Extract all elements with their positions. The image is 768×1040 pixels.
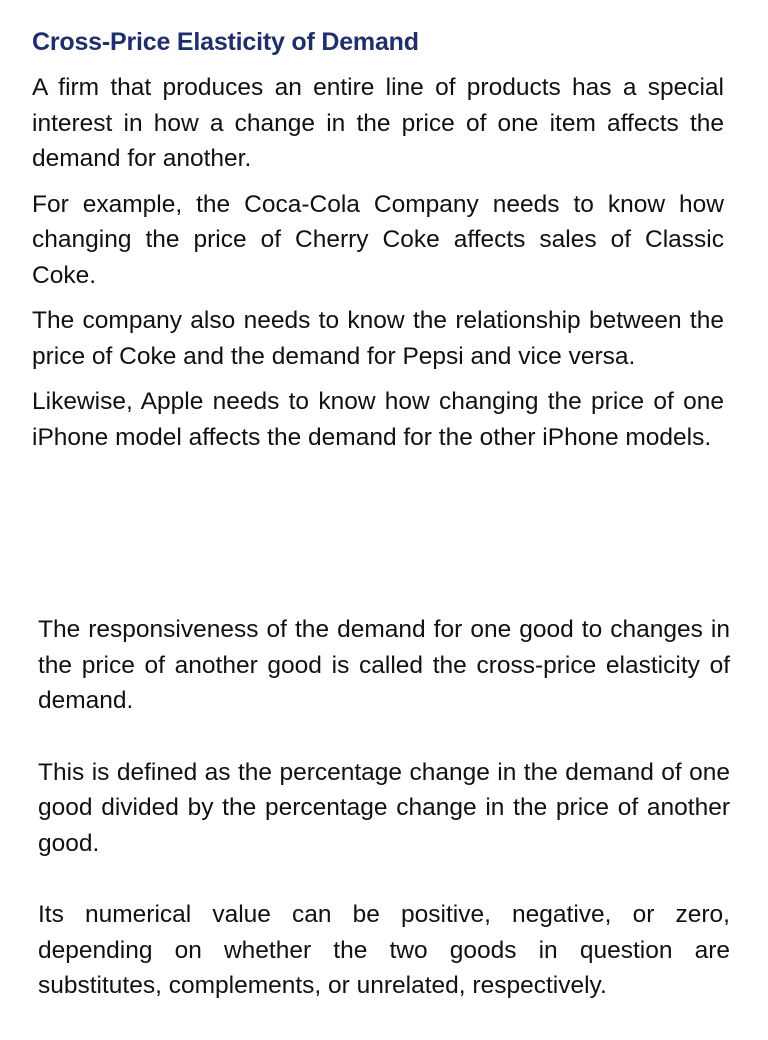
- definition-section: [38, 612, 730, 1040]
- intro-section: [32, 70, 724, 465]
- paragraph-definition: The responsiveness of the demand for one good to changes in the price of another good is called the cross-price elasticity of demand.: [38, 616, 730, 714]
- paragraph-coke-pepsi: The company also needs to know the relationship between the price of Coke and the demand for Pepsi and vice versa.: [32, 307, 724, 370]
- paragraph-coca-cola-example: For example, the Coca-Cola Company needs to know how changing the price of Cherry Coke affects sales of Classic Coke.: [32, 190, 724, 289]
- paragraph-sign-interpretation: Its numerical value can be positive, negative, or zero, depending on whether the two goods in question are substitutes, complements, or unrelated, respectively.: [38, 901, 730, 999]
- paragraph-formula-description: This is defined as the percentage change in the demand of one good divided by the percentage change in the price of another good.: [38, 758, 730, 857]
- paragraph-product-line: A firm that produces an entire line of products has a special interest in how a change in the price of one item affects the demand for another.: [32, 74, 724, 172]
- page-title: Cross-Price Elasticity of Demand: [32, 28, 419, 56]
- paragraph-apple-iphone: Likewise, Apple needs to know how changing the price of one iPhone model affects the demand for the other iPhone models.: [32, 388, 724, 451]
